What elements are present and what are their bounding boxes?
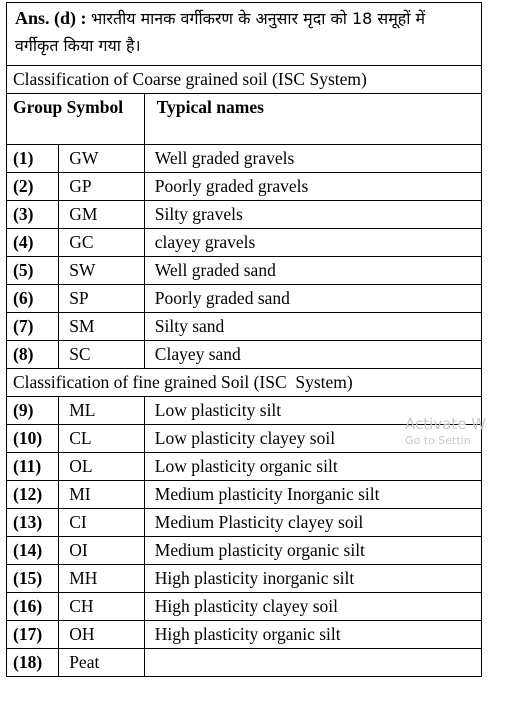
row-number: (12) xyxy=(7,481,59,509)
row-typical-name: Medium plasticity Inorganic silt xyxy=(144,481,481,509)
row-typical-name: High plasticity inorganic silt xyxy=(144,565,481,593)
fine-section-row xyxy=(7,369,482,397)
coarse-section-row xyxy=(7,66,482,94)
fine-section-title: Classification of fine grained Soil (ISC System) xyxy=(7,369,482,397)
row-typical-name: clayey gravels xyxy=(144,229,481,257)
table-row xyxy=(7,145,482,173)
row-symbol: SM xyxy=(59,313,145,341)
table-row xyxy=(7,285,482,313)
row-symbol: OH xyxy=(59,621,145,649)
row-number: (8) xyxy=(7,341,59,369)
table-row xyxy=(7,341,482,369)
row-symbol: CL xyxy=(59,425,145,453)
table-row xyxy=(7,565,482,593)
row-number: (6) xyxy=(7,285,59,313)
table-row xyxy=(7,481,482,509)
table-row xyxy=(7,313,482,341)
answer-text: भारतीय मानक वर्गीकरण के अनुसार मृदा को 18 समूहों में वर्गीकृत किया गया है। xyxy=(15,9,426,55)
row-typical-name: Well graded gravels xyxy=(144,145,481,173)
row-typical-name: Medium Plasticity clayey soil xyxy=(144,509,481,537)
answer-row xyxy=(7,3,482,66)
row-symbol: ML xyxy=(59,397,145,425)
row-typical-name xyxy=(144,649,481,677)
row-symbol: GC xyxy=(59,229,145,257)
row-symbol: GW xyxy=(59,145,145,173)
row-number: (2) xyxy=(7,173,59,201)
table-row xyxy=(7,509,482,537)
row-typical-name: Low plasticity organic silt xyxy=(144,453,481,481)
row-symbol: OL xyxy=(59,453,145,481)
row-symbol: GP xyxy=(59,173,145,201)
watermark-line-2: Go to Settin xyxy=(405,434,471,447)
row-symbol: OI xyxy=(59,537,145,565)
row-symbol: CI xyxy=(59,509,145,537)
row-number: (10) xyxy=(7,425,59,453)
header-row xyxy=(7,94,482,145)
row-number: (16) xyxy=(7,593,59,621)
row-typical-name: Low plasticity clayey soil xyxy=(144,425,481,453)
row-typical-name: Poorly graded gravels xyxy=(144,173,481,201)
soil-classification-document xyxy=(6,2,487,677)
row-symbol: Peat xyxy=(59,649,145,677)
answer-cell xyxy=(7,3,482,66)
row-typical-name: High plasticity clayey soil xyxy=(144,593,481,621)
activation-watermark xyxy=(405,414,490,448)
row-number: (4) xyxy=(7,229,59,257)
table-row xyxy=(7,229,482,257)
table-row xyxy=(7,201,482,229)
watermark-line-1: Activate W xyxy=(405,415,487,433)
table-row xyxy=(7,173,482,201)
row-symbol: MH xyxy=(59,565,145,593)
row-number: (11) xyxy=(7,453,59,481)
row-number: (15) xyxy=(7,565,59,593)
coarse-section-title: Classification of Coarse grained soil (ISC System) xyxy=(7,66,482,94)
typical-names-header: Typical names xyxy=(144,94,481,145)
table-row xyxy=(7,453,482,481)
row-number: (17) xyxy=(7,621,59,649)
row-number: (7) xyxy=(7,313,59,341)
row-number: (14) xyxy=(7,537,59,565)
row-number: (18) xyxy=(7,649,59,677)
row-number: (1) xyxy=(7,145,59,173)
row-typical-name: Well graded sand xyxy=(144,257,481,285)
row-typical-name: High plasticity organic silt xyxy=(144,621,481,649)
row-typical-name: Clayey sand xyxy=(144,341,481,369)
row-typical-name: Poorly graded sand xyxy=(144,285,481,313)
row-symbol: SP xyxy=(59,285,145,313)
table-row xyxy=(7,649,482,677)
row-symbol: GM xyxy=(59,201,145,229)
answer-lead: Ans. (d) : xyxy=(15,8,87,28)
row-symbol: SW xyxy=(59,257,145,285)
table-row xyxy=(7,621,482,649)
group-symbol-header: Group Symbol xyxy=(7,94,145,145)
row-symbol: SC xyxy=(59,341,145,369)
row-typical-name: Low plasticity silt xyxy=(144,397,481,425)
table-row xyxy=(7,593,482,621)
table-row xyxy=(7,257,482,285)
row-number: (9) xyxy=(7,397,59,425)
row-symbol: MI xyxy=(59,481,145,509)
row-number: (13) xyxy=(7,509,59,537)
row-typical-name: Silty gravels xyxy=(144,201,481,229)
soil-classification-table xyxy=(6,2,482,677)
row-symbol: CH xyxy=(59,593,145,621)
row-typical-name: Medium plasticity organic silt xyxy=(144,537,481,565)
table-row xyxy=(7,537,482,565)
row-number: (3) xyxy=(7,201,59,229)
row-number: (5) xyxy=(7,257,59,285)
row-typical-name: Silty sand xyxy=(144,313,481,341)
